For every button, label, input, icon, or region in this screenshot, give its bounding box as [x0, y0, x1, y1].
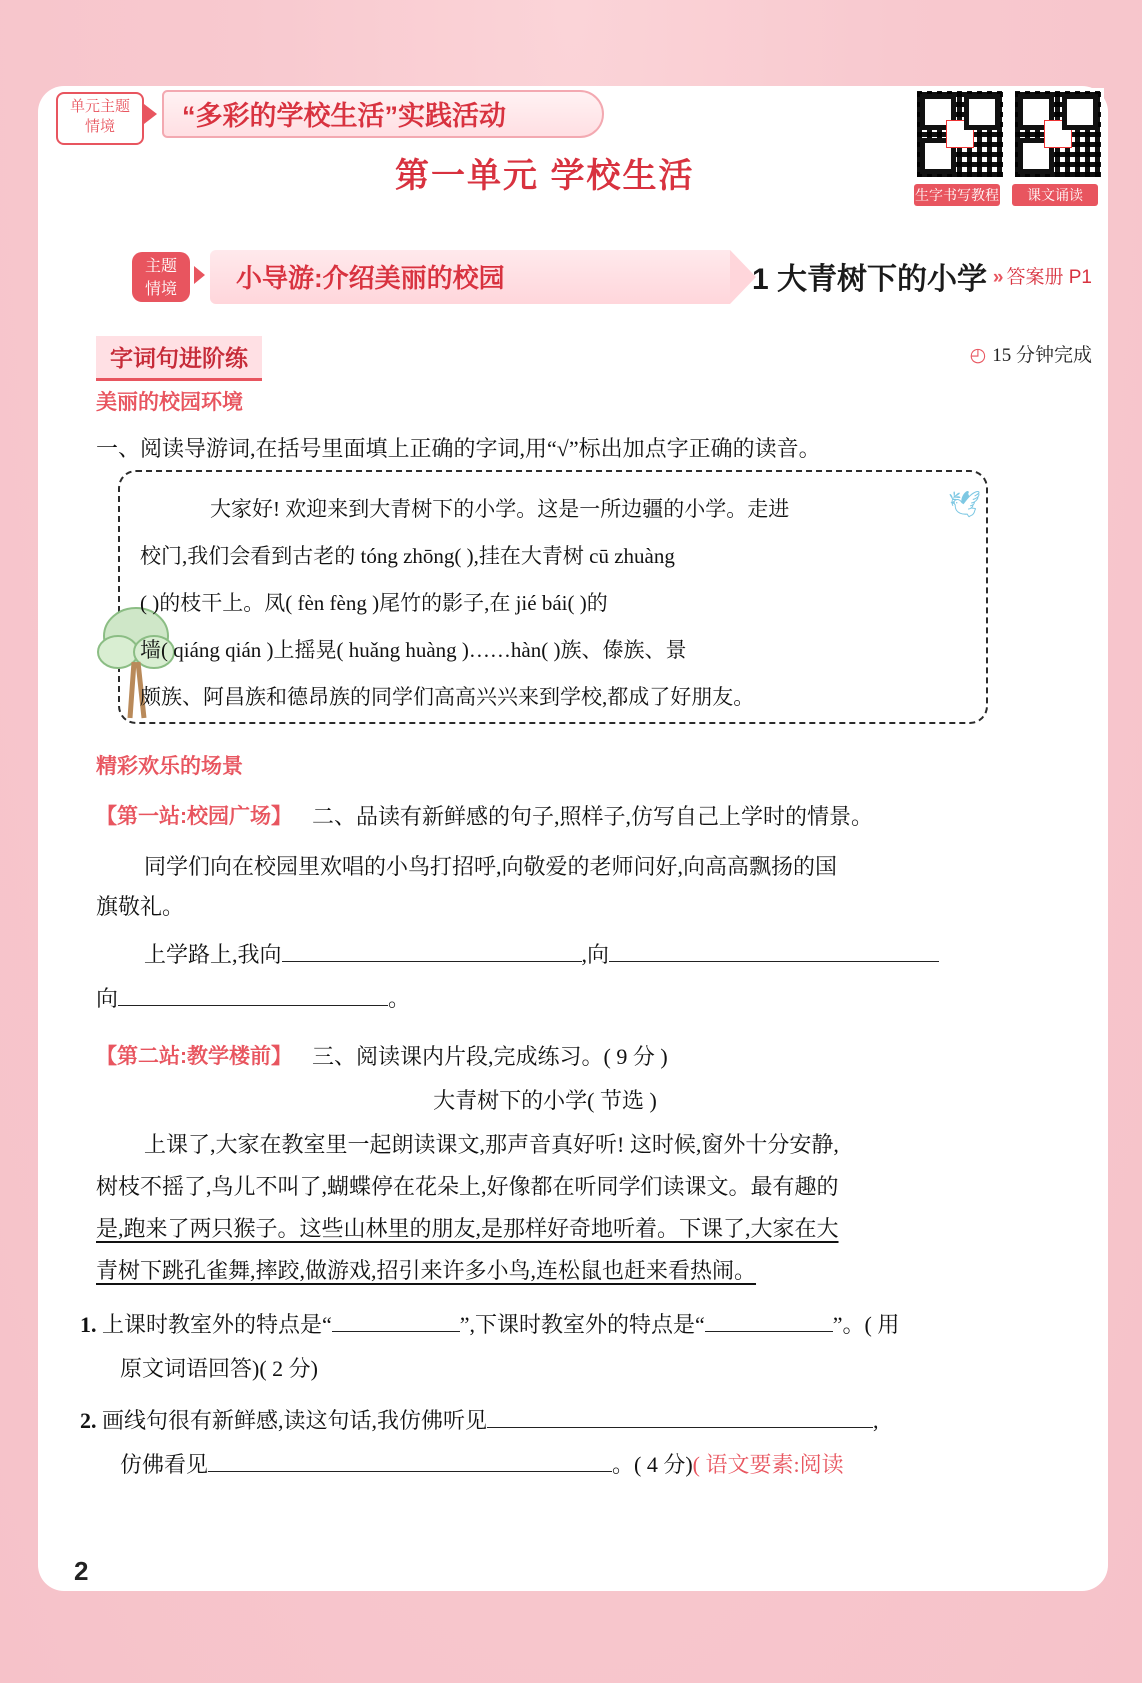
- part1-question: 一、阅读导游词,在括号里面填上正确的字词,用“√”标出加点字正确的读音。: [96, 436, 821, 461]
- sub-question-2-text-d: 。( 4 分): [612, 1452, 693, 1477]
- clock-icon: ◴: [969, 345, 987, 366]
- sub-question-1-text-a: 上课时教室外的特点是“: [102, 1312, 332, 1337]
- qr-code-image-2[interactable]: [1012, 88, 1104, 180]
- yaosu-note: ( 语文要素:阅读: [692, 1452, 844, 1477]
- answer-reference-label: 答案册 P1: [1006, 267, 1092, 288]
- fill-line-1-mid: ,向: [581, 942, 610, 967]
- time-note-label: 15 分钟完成: [992, 345, 1092, 366]
- qr-code-group: [914, 88, 1098, 206]
- sub-question-1-text-b: ”,下课时教室外的特点是“: [459, 1312, 705, 1337]
- part2-question: 二、品读有新鲜感的句子,照样子,仿写自己上学时的情景。: [312, 804, 874, 829]
- fill-line-1: [96, 938, 1056, 972]
- page-number: 2: [74, 1556, 89, 1586]
- answer-blank-2[interactable]: [609, 961, 939, 962]
- passage-line-4: 墙( qiáng qián )上摇晃( huǎng huàng )……hàn( )族、傣族、景: [140, 638, 687, 662]
- sub-question-2-comma: ,: [873, 1408, 879, 1433]
- sub-question-1-text-c: ”。( 用: [832, 1312, 900, 1337]
- theme-row: [132, 250, 1092, 306]
- sub-question-1: [80, 1308, 1080, 1342]
- qr-label-2: 课文诵读: [1012, 184, 1098, 206]
- excerpt-line-4: 青树下跳孔雀舞,摔跤,做游戏,招引来许多小鸟,连松鼠也赶来看热闹。: [96, 1258, 757, 1283]
- example-line-1: 同学们向在校园里欢唱的小鸟打招呼,向敬爱的老师问好,向高高飘扬的国: [144, 854, 838, 879]
- answer-reference: [993, 262, 1092, 289]
- sub-question-2: [80, 1404, 1090, 1438]
- sub-question-2-cont: [120, 1448, 1100, 1482]
- unit-theme-tag: 单元主题 情境: [56, 92, 144, 145]
- excerpt-title: 大青树下的小学( 节选 ): [433, 1088, 657, 1113]
- theme-strip-text: 小导游:介绍美丽的校园: [236, 263, 505, 293]
- fill-line-2: [96, 982, 1056, 1016]
- double-chevron-icon: »: [992, 267, 1001, 288]
- passage-line-5: 颇族、阿昌族和德昂族的同学们高高兴兴来到学校,都成了好朋友。: [140, 685, 755, 709]
- qr-label-1: 生字书写教程: [914, 184, 1000, 206]
- station-1-label: 【第一站:校园广场】: [96, 805, 292, 828]
- passage-line-2: 校门,我们会看到古老的 tóng zhōng( ),挂在大青树 cū zhuàng: [140, 544, 675, 568]
- sub-question-1-number: 1.: [80, 1312, 97, 1337]
- excerpt-line-1: 上课了,大家在教室里一起朗读课文,那声音真好听! 这时候,窗外十分安静,: [144, 1132, 839, 1157]
- sub-question-1-cont: 原文词语回答)( 2 分): [120, 1356, 318, 1381]
- answer-blank-1[interactable]: [282, 961, 582, 962]
- passage-line-1: 大家好! 欢迎来到大青树下的小学。这是一所边疆的小学。走进: [210, 497, 790, 521]
- answer-blank-3[interactable]: [118, 1005, 388, 1006]
- time-note: [970, 340, 1092, 367]
- unit-banner: “多彩的学校生活”实践活动: [162, 90, 604, 138]
- theme-badge: 主题 情境: [132, 252, 190, 302]
- fill-line-1-prefix: 上学路上,我向: [144, 942, 282, 967]
- theme-arrow-icon: [194, 266, 205, 284]
- unit-title: 第一单元 学校生活: [395, 157, 695, 195]
- station-2-label: 【第二站:教学楼前】: [96, 1045, 292, 1068]
- fill-line-2-end: 。: [388, 986, 411, 1011]
- answer-blank-5[interactable]: [705, 1331, 833, 1332]
- excerpt-line-2: 树枝不摇了,鸟儿不叫了,蝴蝶停在花朵上,好像都在听同学们读课文。最有趣的: [96, 1174, 839, 1199]
- answer-blank-4[interactable]: [332, 1331, 460, 1332]
- sub-question-2-text-a: 画线句很有新鲜感,读这句话,我仿佛听见: [102, 1408, 488, 1433]
- section-label: 字词句进阶练: [96, 336, 262, 381]
- sub-question-2-text-c: 仿佛看见: [120, 1452, 209, 1477]
- part3-question: 三、阅读课内片段,完成练习。( 9 分 ): [312, 1044, 668, 1069]
- answer-blank-6[interactable]: [487, 1427, 873, 1428]
- qr-code-image-1[interactable]: [914, 88, 1006, 180]
- bird-icon: 🕊: [948, 490, 982, 519]
- part2-red-heading: 精彩欢乐的场景: [96, 755, 243, 778]
- lesson-title: 1 大青树下的小学: [752, 263, 988, 296]
- passage-line-3: ( )的枝干上。凤( fèn fèng )尾竹的影子,在 jié bái( )的: [140, 591, 608, 615]
- qr-code-item[interactable]: [1012, 88, 1098, 206]
- qr-code-item[interactable]: [914, 88, 1000, 206]
- example-line-2: 旗敬礼。: [96, 894, 185, 919]
- unit-tag-arrow-icon: [144, 104, 157, 124]
- excerpt-line-3: 是,跑来了两只猴子。这些山林里的朋友,是那样好奇地听着。下课了,大家在大: [96, 1216, 839, 1241]
- answer-blank-7[interactable]: [208, 1471, 612, 1472]
- fill-line-2-prefix: 向: [96, 986, 119, 1011]
- sub-question-2-number: 2.: [80, 1408, 97, 1433]
- part1-red-heading: 美丽的校园环境: [96, 391, 243, 414]
